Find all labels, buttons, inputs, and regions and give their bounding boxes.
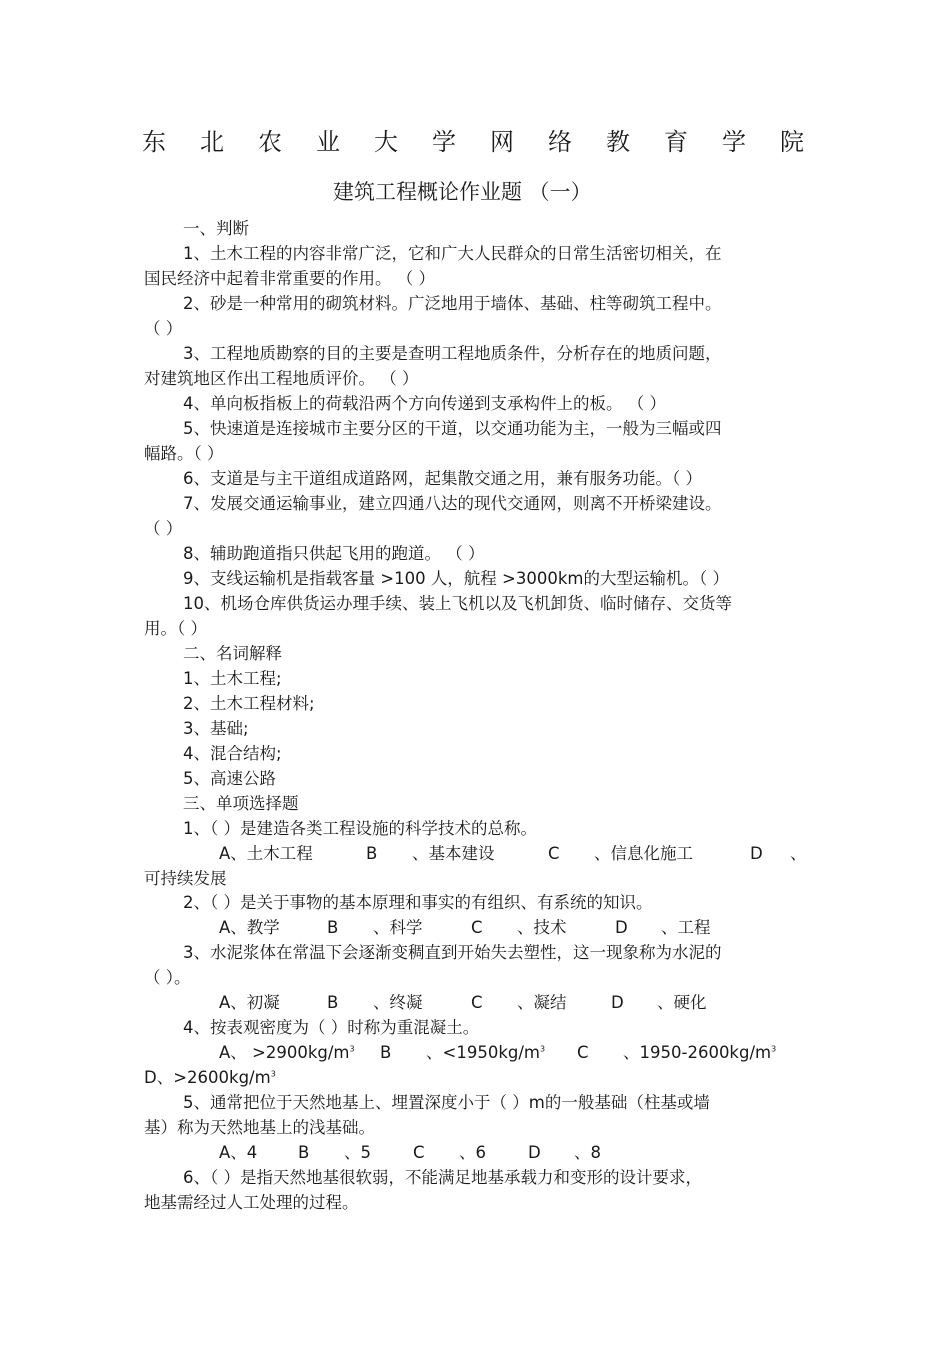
- question-line: 幅路。（ ）: [144, 444, 224, 463]
- option-d-letter: D: [528, 1143, 541, 1162]
- question-line: 10、机场仓库供货运办理手续、装上飞机以及飞机卸货、临时储存、交货等: [183, 594, 732, 613]
- question-line: 3、水泥浆体在常温下会逐渐变稠直到开始失去塑性，这一现象称为水泥的: [183, 943, 722, 962]
- option-a: A、 $>2900kg/m^3$: [219, 1043, 355, 1062]
- option-c-text: 、凝结: [517, 993, 567, 1012]
- option-c-text: 、6: [459, 1143, 486, 1162]
- term-item: 4、混合结构;: [183, 744, 282, 763]
- option-d-letter: D: [750, 844, 763, 863]
- option-b-letter: B: [380, 1043, 392, 1062]
- question-line: 5、快速道是连接城市主要分区的干道，以交通功能为主，一般为三幅或四: [183, 419, 722, 438]
- option-c-letter: C: [413, 1143, 425, 1162]
- question-line: 3、工程地质勘察的目的主要是查明工程地质条件，分析存在的地质问题，: [183, 344, 722, 363]
- question-line: 地基需经过人工处理的过程。: [144, 1193, 359, 1212]
- option-c-letter: C: [548, 844, 560, 863]
- option-a: A、4: [219, 1143, 258, 1162]
- option-c-letter: C: [577, 1043, 589, 1062]
- option-b-letter: B: [327, 918, 339, 937]
- option-c-text: 、技术: [517, 918, 567, 937]
- question-line: 4、单向板指板上的荷载沿两个方向传递到支承构件上的板。 （ ）: [183, 394, 666, 413]
- superscript: 3: [539, 1044, 546, 1054]
- university-char: 育: [664, 128, 688, 156]
- option-b-text: 、$<1950kg/m^3$: [426, 1043, 546, 1062]
- option-d-text: 、: [790, 844, 807, 863]
- question-line: 国民经济中起着非常重要的作用。 （ ）: [144, 269, 435, 288]
- question-line: 6、支道是与主干道组成道路网，起集散交通之用，兼有服务功能。（ ）: [183, 469, 702, 488]
- university-char: 农: [258, 128, 282, 156]
- option-b-text: 、科学: [373, 918, 423, 937]
- option-a: A、初凝: [219, 993, 280, 1012]
- section-heading: 二、名词解释: [183, 644, 282, 663]
- option-b-text: 、基本建设: [412, 844, 495, 863]
- option-b-letter: B: [366, 844, 378, 863]
- university-char: 业: [316, 128, 340, 156]
- university-char: 络: [548, 128, 572, 156]
- question-line: 5、通常把位于天然地基上、埋置深度小于（ ）m的一般基础（柱基或墙: [183, 1093, 710, 1112]
- university-char: 教: [606, 128, 630, 156]
- question-line: 1、（ ）是建造各类工程设施的科学技术的总称。: [183, 819, 537, 838]
- question-line: 4、按表观密度为（ ）时称为重混凝土。: [183, 1018, 480, 1037]
- question-line: 8、辅助跑道指只供起飞用的跑道。 （ ）: [183, 544, 485, 563]
- option-a: A、土木工程: [219, 844, 313, 863]
- superscript: 3: [771, 1044, 777, 1054]
- option-b-letter: B: [327, 993, 339, 1012]
- question-line: （ ）。: [144, 968, 191, 987]
- option-b-letter: B: [298, 1143, 310, 1162]
- option-d-text: 、8: [574, 1143, 601, 1162]
- question-line: （ ）: [144, 519, 183, 538]
- question-line: 1、土木工程的内容非常广泛，它和广大人民群众的日常生活密切相关，在: [183, 244, 722, 263]
- option-c-letter: C: [471, 918, 483, 937]
- option-b-text: 、5: [344, 1143, 371, 1162]
- university-char: 北: [200, 128, 224, 156]
- option-c-letter: C: [471, 993, 483, 1012]
- term-item: 5、高速公路: [183, 769, 276, 788]
- question-line: 2、（ ）是关于事物的基本原理和事实的有组织、有系统的知识。: [183, 893, 653, 912]
- superscript: 3: [349, 1044, 355, 1054]
- question-line: 2、砂是一种常用的砌筑材料。广泛地用于墙体、基础、柱等砌筑工程中。: [183, 294, 722, 313]
- option-c-text: 、$1950-2600kg/m^3$: [623, 1043, 777, 1062]
- question-line: 对建筑地区作出工程地质评价。 （ ）: [144, 369, 419, 388]
- option-d: D、$>2600kg/m^3$: [144, 1068, 276, 1087]
- question-line: 7、发展交通运输事业，建立四通八达的现代交通网，则离不开桥梁建设。: [183, 494, 722, 513]
- option-d-letter: D: [615, 918, 628, 937]
- section-heading: 一、判断: [183, 219, 249, 238]
- university-char: 学: [432, 128, 456, 156]
- term-item: 1、土木工程;: [183, 669, 282, 688]
- university-char: 学: [722, 128, 746, 156]
- section-heading: 三、单项选择题: [183, 794, 299, 813]
- option-d-letter: D: [611, 993, 624, 1012]
- question-line: 9、支线运输机是指载客量 >100 人，航程 >3000km的大型运输机。（ ）: [183, 569, 729, 588]
- option-a: A、教学: [219, 918, 280, 937]
- university-char: 大: [374, 128, 398, 156]
- option-c-text: 、信息化施工: [594, 844, 693, 863]
- option-b-text: 、终凝: [373, 993, 423, 1012]
- university-char: 院: [780, 128, 804, 156]
- question-line: 6、（ ）是指天然地基很软弱，不能满足地基承载力和变形的设计要求，: [183, 1168, 702, 1187]
- question-line: 基）称为天然地基上的浅基础。: [144, 1118, 375, 1137]
- university-char: 东: [142, 128, 166, 156]
- option-d-continuation: 可持续发展: [144, 869, 227, 888]
- question-line: 用。（ ）: [144, 619, 207, 638]
- term-item: 3、基础;: [183, 719, 249, 738]
- term-item: 2、土木工程材料;: [183, 694, 315, 713]
- document-title: 建筑工程概论作业题 （一）: [333, 180, 592, 204]
- option-d-text: 、工程: [661, 918, 711, 937]
- option-d-text: 、硬化: [657, 993, 707, 1012]
- question-line: （ ）: [144, 319, 183, 338]
- university-char: 网: [490, 128, 514, 156]
- superscript: 3: [270, 1069, 276, 1079]
